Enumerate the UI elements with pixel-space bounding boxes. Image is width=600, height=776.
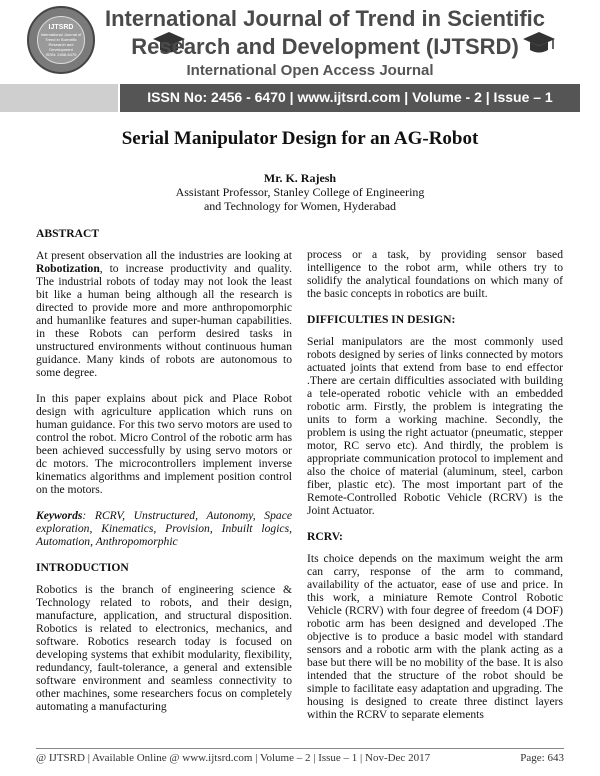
body-paragraph: Serial manipulators are the most commonly used robots designed by series of links connected by motors actuated joints that extend from base to end effector .There are certain difficulties associated with building a tele-operated robotic vehicle with an embedded robotic arm. Firstly, the problem is integrating the units to form a working machine. Secondly, the problem is using the right actuator (pneumatic, stepper motor, RC servo etc). And thirdly, the problem is appropriate communication protocol to implement and also the choice of material (aluminum, steel, carbon fiber, plastic etc). The most important part of the Remote-Controlled Robotic Vehicle (RCRV) is the Joint Actuator. — [307, 335, 563, 517]
journal-title-line1: International Journal of Trend in Scientific — [104, 6, 546, 31]
rcrv-heading: RCRV: — [307, 530, 343, 543]
left-column — [36, 227, 292, 726]
introduction-heading: INTRODUCTION — [36, 561, 129, 574]
journal-subtitle: International Open Access Journal — [186, 62, 434, 79]
introduction-paragraph: Robotics is the branch of engineering science & Technology related to robots, and their design, manufacture, application, and structural disposition. Robotics is related to electronics, mechanics, and software. Robotics research today is focused on developing systems that exhibit modularity, flexibility, redundancy, fault-tolerance, a general and extensible software environment and seamless connectivity to other machines, some researchers focus on completely automating a manufacturing — [36, 583, 292, 713]
body-paragraph: process or a task, by providing sensor based intelligence to the robot arm, while others try to solidify the analytical foundations on which many of the basic concepts in robotics are built. — [307, 248, 563, 300]
issn-text: ISSN No: 2456 - 6470 | www.ijtsrd.com | Volume - 2 | Issue – 1 — [147, 89, 553, 105]
keywords-label: Keywords — [36, 509, 83, 522]
footer-text: @ IJTSRD | Available Online @ www.ijtsrd.com | Volume – 2 | Issue – 1 | Nov-Dec 2017 — [36, 752, 431, 764]
journal-title-line2: Research and Development (IJTSRD) — [131, 34, 519, 59]
difficulties-heading: DIFFICULTIES IN DESIGN: — [307, 313, 456, 326]
author-affiliation — [0, 185, 600, 213]
keywords: Keywords: RCRV, Unstructured, Autonomy, Space exploration, Kinematics, Provision, Inbuilt logics, Automation, Anthropomorphic — [36, 509, 292, 548]
page-footer — [36, 752, 564, 764]
logo-text: ISSN: 2456-6470 — [45, 51, 77, 57]
author-name: Mr. K. Rajesh — [263, 171, 337, 185]
issn-bar — [120, 84, 580, 112]
bold-term: Robotization — [36, 262, 100, 275]
header-strip — [0, 84, 118, 112]
paper-title: Serial Manipulator Design for an AG-Robot — [121, 128, 479, 149]
journal-logo — [27, 6, 95, 74]
footer-divider — [36, 748, 564, 749]
journal-header — [0, 0, 600, 118]
page-number: Page: 643 — [520, 752, 564, 764]
abstract-heading: ABSTRACT — [36, 227, 100, 240]
logo-text: Research and Development — [48, 41, 74, 52]
abstract-paragraph: At present observation all the industries are looking at Robotization, to increase productivity and quality. The industrial robots of today may not look the least bit like a human being although all the research is directed to provide more and more anthropomorphic and humanlike features and super-human capabilities. in these Robots can perform desired tasks in unstructured environments without continuous human guidance. Many kinds of robots are autonomous to some degree. — [36, 249, 292, 379]
affiliation-line: Assistant Professor, Stanley College of Engineering — [175, 185, 425, 199]
abstract-paragraph: In this paper explains about pick and Place Robot design with agriculture application which runs on human guidance. For this two servo motors are used to control the robot. Micro Control of the robotic arm has been achieved successfully by using servo motors or dc motors. The microcontrollers implement inverse kinematics algorithms and implement position control on the motors. — [36, 392, 292, 496]
logo-text: International Journal of Trend in Scientific — [40, 31, 82, 42]
right-column — [307, 248, 563, 734]
logo-text: IJTSRD — [48, 23, 74, 31]
affiliation-line: and Technology for Women, Hyderabad — [203, 199, 397, 213]
body-paragraph: Its choice depends on the maximum weight the arm can carry, response of the arm to command, availability of the actuator, ease of use and price. In this work, a miniature Remote Control Robotic Vehicle (RCRV) with four degree of freedom (4 DOF) robotic arm has been designed and developed .The objective is to produce a basic model with standard sensors and a robotic arm with the plank acting as a base but there will be no mobility of the base. It is also intended that the structure of the robot should be simple to facilitate easy adaptation and upgrading. The housing is designed to create three distinct layers within the RCRV to separate elements — [307, 552, 563, 721]
